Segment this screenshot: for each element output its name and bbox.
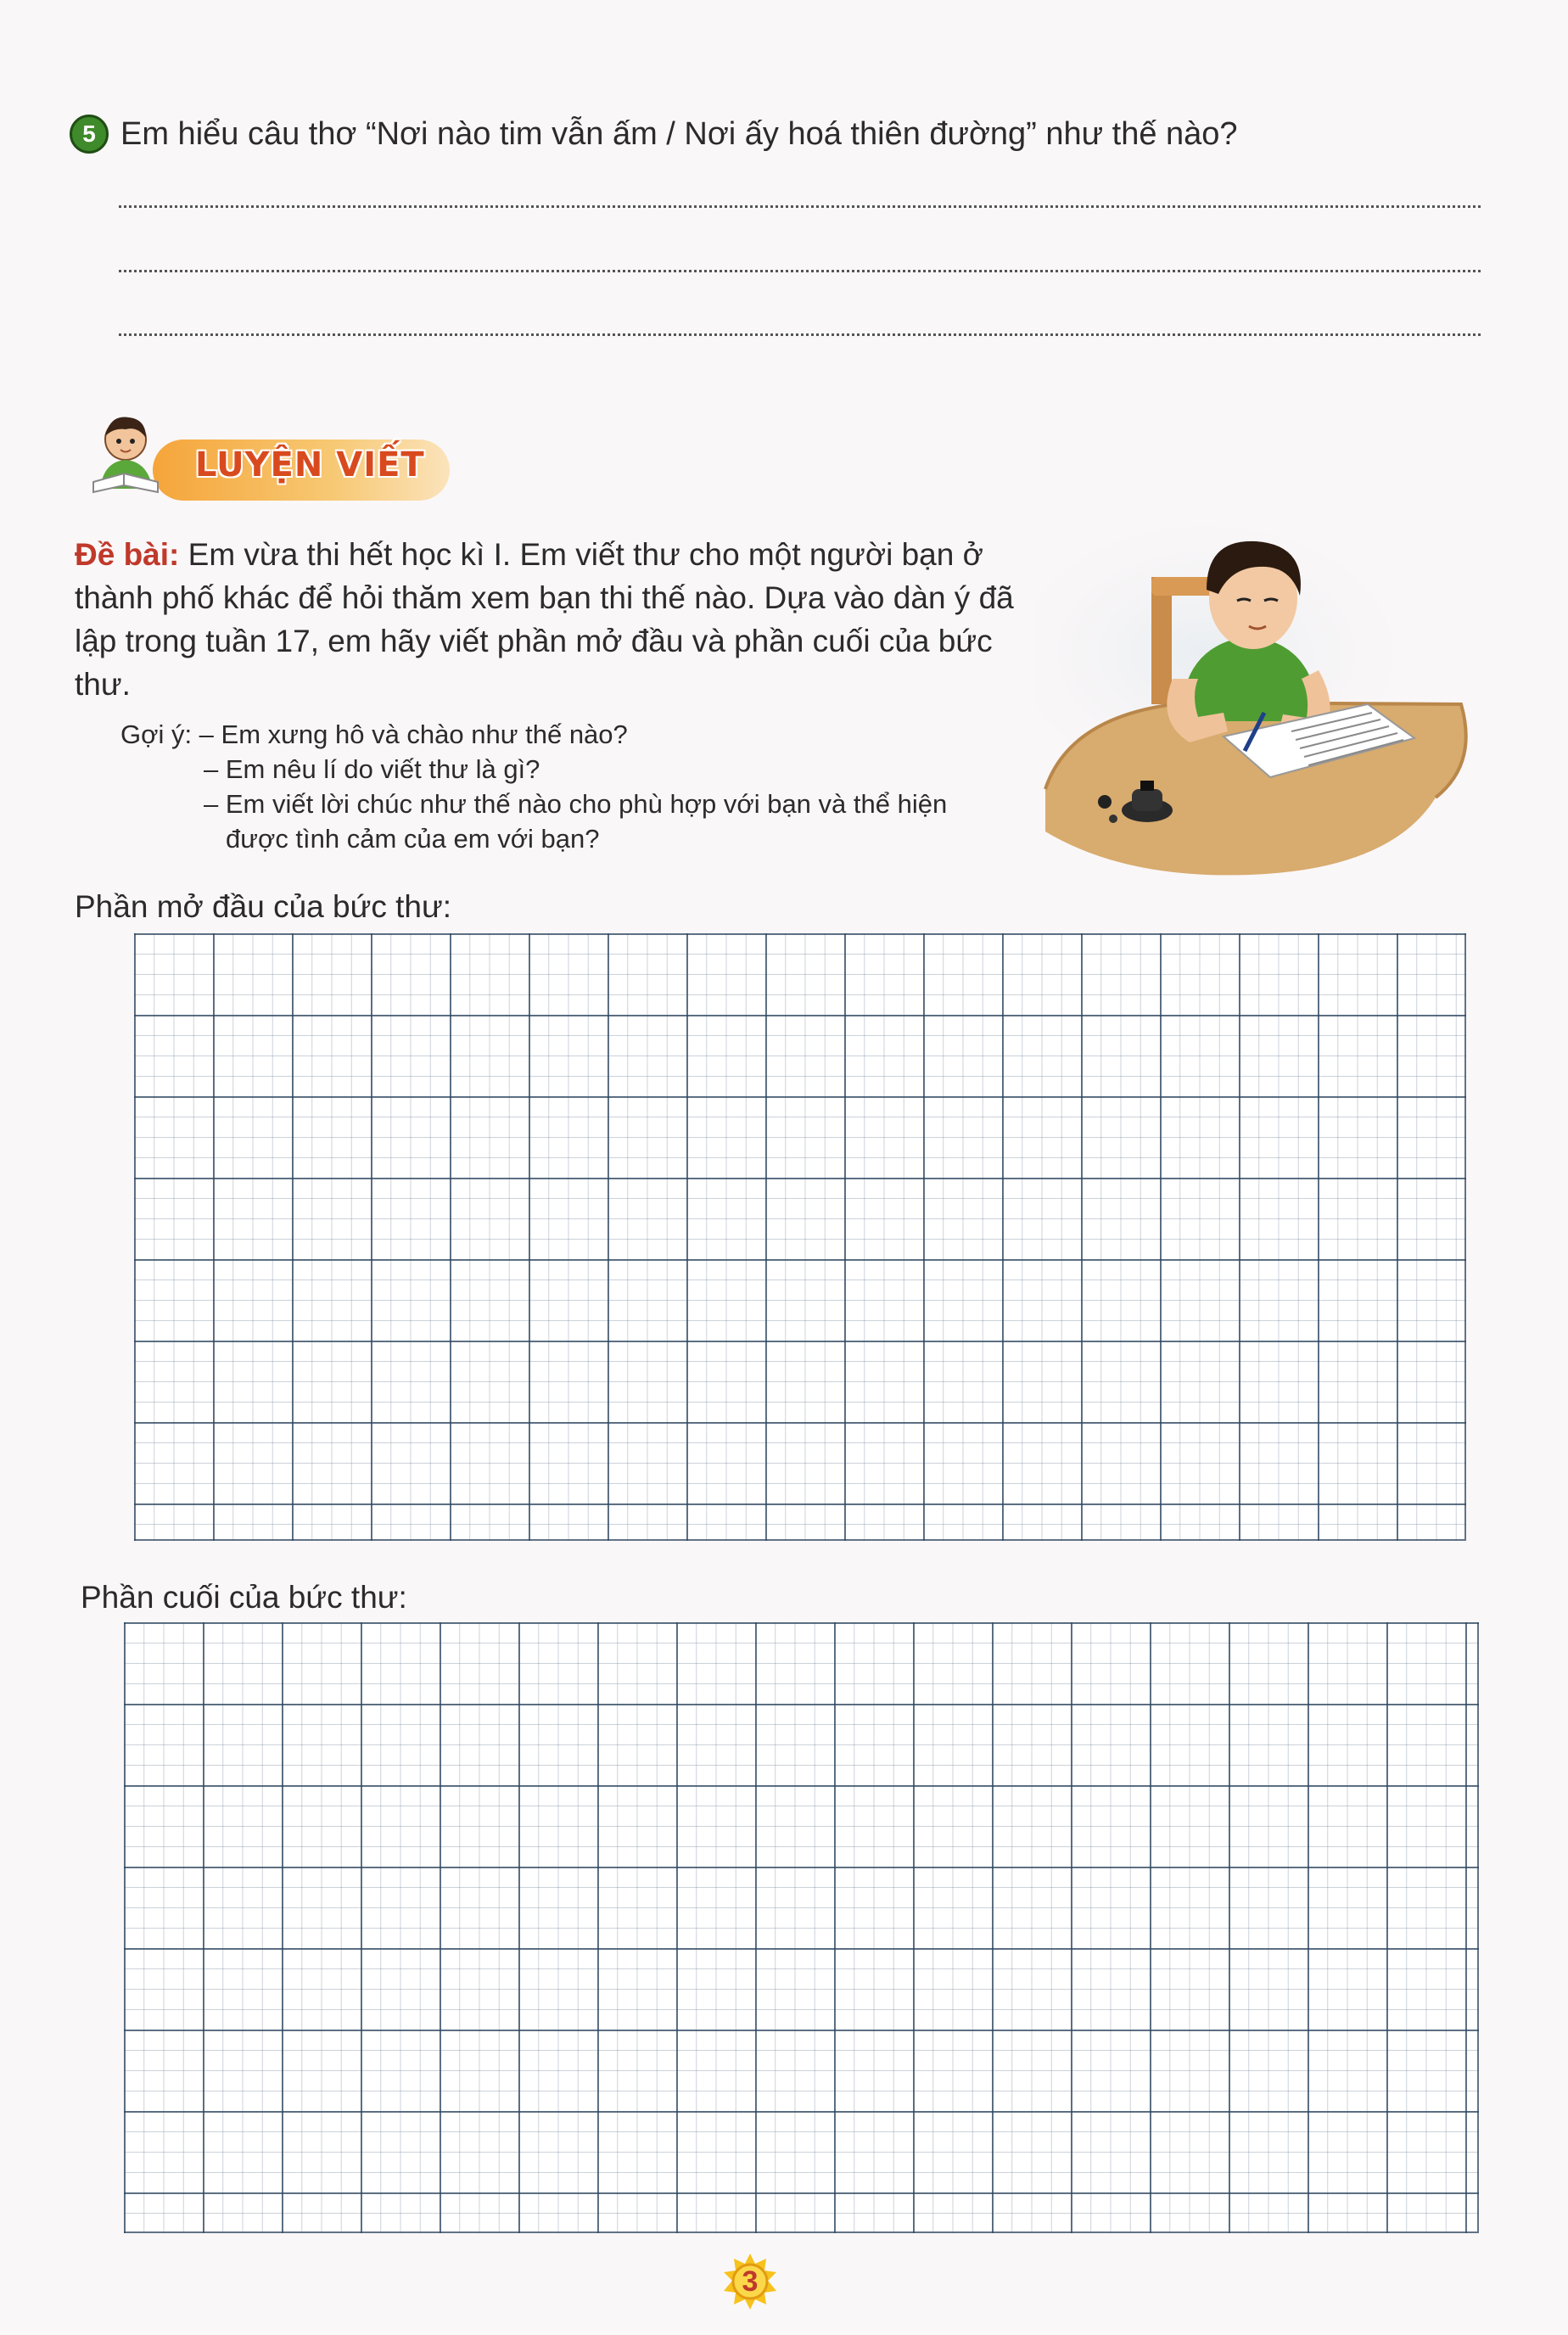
page-number [720,2252,780,2311]
hint-line-2: – Em nêu lí do viết thư là gì? [204,754,540,784]
question-text: Em hiểu câu thơ “Nơi nào tim vẫn ấm / Nơi ấy hoá thiên đường” như thế nào? [120,115,1238,152]
answer-line-2[interactable] [119,270,1481,272]
section-title: LUYỆN VIẾT [195,445,425,484]
page-number-text: 3 [742,2265,759,2298]
hint-line-4: được tình cảm của em với bạn? [226,824,600,854]
prompt-text: Em vừa thi hết học kì I. Em viết thư cho một người bạn ở thành phố khác để hỏi thăm xem bạn thi thế nào. Dựa vào dàn ý đã lập trong tuần 17, em hãy viết phần mở đầu và phần cuối của bức thư. [75,537,1014,702]
question-5 [70,109,1512,160]
closing-writing-grid[interactable] [124,1622,1479,2233]
hint-line-1: Gợi ý: – Em xưng hô và chào như thế nào? [120,720,628,749]
section-badge-luyen-viet [85,399,458,509]
prompt-label: Đề bài: [75,537,180,572]
opening-label: Phần mở đầu của bức thư: [75,889,452,924]
opening-writing-grid[interactable] [134,933,1466,1541]
answer-line-3[interactable] [119,333,1481,336]
boy-writing-letter-illustration [1037,509,1478,899]
answer-line-1[interactable] [119,205,1481,208]
hint-line-3: – Em viết lời chúc như thế nào cho phù hợp với bạn và thể hiện [204,789,948,819]
reading-boy-icon [85,407,178,501]
closing-label: Phần cuối của bức thư: [81,1580,407,1615]
writing-prompt [75,533,1025,706]
hints-block [120,717,1028,856]
question-number-badge: 5 [70,115,109,154]
